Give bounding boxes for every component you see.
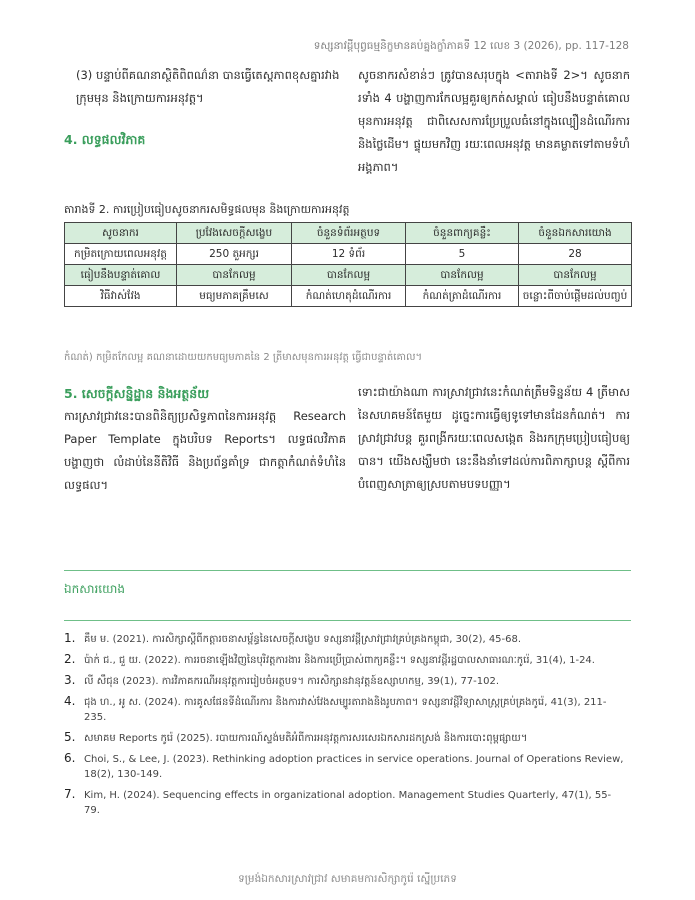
table-cell: មធ្យមភាគគ្រឹមសេ xyxy=(177,286,292,307)
journal-name: ទស្សនាវដ្ដីបុព្វធម្មនិក្ខមានគប់គ្នងក្ខាំភាគទី xyxy=(313,40,471,52)
table-header-cell: ចំនួនឯកសារយោង xyxy=(519,223,632,244)
reference-text: ប៉ាក់ ជ., ជួ យ. (2022). ការរចនាឡើងវិញនៃបុរិវត្តការងារ និងការប្រើប្រាស់ពាក្យគន្លឹះ។ ទស្សនាវដ្ដីរដ្ឋបាលសាធារណៈកូរ៉េ, 31(4), 1-24. xyxy=(84,655,595,666)
section-5-title: 5. សេចក្តីសន្និដ្ឋាន និងអត្ថន័យ xyxy=(64,386,210,401)
table-header-cell: ចំនួនទំព័រអត្ថបទ xyxy=(292,223,406,244)
references-heading: ឯកសារយោង xyxy=(64,582,125,596)
table-cell: 250 តួអក្សរ xyxy=(177,244,292,265)
table-header-row xyxy=(65,223,632,244)
table-cell: កំណត់ហេតុដំណើរការ xyxy=(292,286,406,307)
reference-number: 3. xyxy=(64,673,76,687)
left-column xyxy=(64,64,344,151)
table-cell: កំណត់ត្រាដំណើរការ xyxy=(406,286,519,307)
section-5-right xyxy=(358,381,630,496)
reference-text: Choi, S., & Lee, J. (2023). Rethinking adoption practices in service operations. Journal of Operations Review, 18(2), 130-149. xyxy=(84,754,624,780)
reference-text: សមាគម Reports កូរ៉េ (2025). របាយការណ៍ស្ទង់មតិអំពីការអនុវត្តការសរសេរឯកសារដកស្រង់ និងការបោះពុម្ពផ្សាយ។ xyxy=(84,733,528,744)
table-cell: 28 xyxy=(519,244,632,265)
conclusion-paragraph: ការស្រាវជ្រាវនេះបានពិនិត្យប្រសិទ្ធភាពនៃការអនុវត្ត Research Paper Template ក្នុងបរិបទ Reports។ លទ្ធផលវិភាគបង្ហាញថា លំដាប់នៃនីតិវិធី និងប្រព័ន្ធគាំទ្រ ជាកត្តាកំណត់ទំហំនៃលទ្ធផល។ xyxy=(64,409,346,492)
section-4-title: 4. លទ្ធផលវិភាគ xyxy=(64,132,146,147)
table-header-cell: ប្រវែងសេចក្តីសង្ខេប xyxy=(177,223,292,244)
limitations-paragraph: ទោះជាយ៉ាងណា ការស្រាវជ្រាវនេះកំណត់ត្រឹមទិន្នន័យ 4 ត្រីមាសនៃសហគមន៍តែមួយ ដូច្នេះការធ្វើឲ្យទូទៅមានដែនកំណត់។ ការស្រាវជ្រាវបន្ត គួរពង្រីករយៈពេលសង្កេត និងរកក្រុមប្រៀបធៀបឲ្យបាន។ យើងសង្ឃឹមថា នេះនឹងនាំទៅដល់ការពិភាក្សាបន្ត ស្ដីពីការបំពេញសាត្រាឲ្យស្របតាមបទបញ្ញា។ xyxy=(358,385,630,491)
running-header xyxy=(314,40,629,55)
reference-item xyxy=(64,788,624,818)
reference-number: 7. xyxy=(64,787,76,801)
table-cell: បានកែលម្អ xyxy=(177,265,292,286)
reference-text: គឹម ម. (2021). ការសិក្សាស្ដីពីកត្តារចនាសម្ព័ន្ធនៃសេចក្តីសង្ខេប ទស្សនាវដ្ដីស្រាវជ្រាវគ្រប់គ្រងកម្ពុជា, 30(2), 45-68. xyxy=(84,634,522,645)
table-row xyxy=(65,265,632,286)
reference-text: លី សឹជុន (2023). ការវិភាគករណីអនុវត្តការរៀបចំអត្ថបទ។ ការសិក្សានវានុវត្តន៍ឧស្សាហកម្ម, 39(1), 77-102. xyxy=(84,676,500,687)
reference-item xyxy=(64,752,624,782)
table-cell: 12 ទំព័រ xyxy=(292,244,406,265)
table-row xyxy=(65,286,632,307)
issue-info: 12 លេខ 3 (2026), pp. 117-128 xyxy=(473,40,629,52)
table-cell: ធៀបនឹងបន្ទាត់គោល xyxy=(65,265,177,286)
reference-item xyxy=(64,653,624,668)
reference-text: ជុង ហ., អូ ស. (2024). ការគូសផែនទីដំណើរការ និងការវាស់វែងសម្បូរតារាងនិងរូបភាព។ ទស្សនាវដ្ដីវិទ្យាសាស្ត្រគ្រប់គ្រងកូរ៉េ, 41(3), 211-235. xyxy=(84,697,607,723)
reference-number: 4. xyxy=(64,694,76,708)
comparison-table xyxy=(64,222,632,307)
table-caption: តារាងទី 2. ការប្រៀបធៀបសូចនាករសមិទ្ធផលមុន និងក្រោយការអនុវត្ត xyxy=(64,203,350,216)
table-cell: បានកែលម្អ xyxy=(519,265,632,286)
table-row xyxy=(65,244,632,265)
table-cell: 5 xyxy=(406,244,519,265)
reference-item xyxy=(64,632,624,647)
table-cell: ចន្លោះពីចាប់ផ្ដើមដល់បញ្ចប់ xyxy=(519,286,632,307)
reference-item xyxy=(64,731,624,746)
reference-item xyxy=(64,674,624,689)
references-bottom-rule xyxy=(64,620,631,621)
method-step-3: (3) បន្ទាប់ពីគណនាស្ថិតិពិពណ៌នា បានធ្វើតេស្តភាពខុសគ្នារវាងក្រុមមុន និងក្រោយការអនុវត្ត។ xyxy=(76,68,340,105)
references-top-rule xyxy=(64,570,631,571)
table-cell: វិធីវាស់វែង xyxy=(65,286,177,307)
page-footer: ទម្រង់ឯកសារស្រាវជ្រាវ សមាគមការសិក្សាកូរ៉េ ស្នើប្រភេទ xyxy=(238,873,457,885)
reference-list xyxy=(64,632,624,824)
reference-number: 6. xyxy=(64,751,76,765)
table-cell: បានកែលម្អ xyxy=(292,265,406,286)
right-column xyxy=(358,64,630,179)
table-header-cell: ចំនួនពាក្យគន្លឹះ xyxy=(406,223,519,244)
table-note: កំណត់) កម្រិតកែលម្អ គណនាដោយយកមធ្យមភាគនៃ 2 ត្រីមាសមុនការអនុវត្ត ធ្វើជាបន្ទាត់គោល។ xyxy=(64,352,423,363)
reference-number: 1. xyxy=(64,631,76,645)
table-header-cell: សូចនាករ xyxy=(65,223,177,244)
reference-number: 5. xyxy=(64,730,76,744)
results-paragraph: សូចនាករសំខាន់ៗ ត្រូវបានសរុបក្នុង <តារាងទី 2>។ សូចនាករទាំង 4 បង្ហាញការកែលម្អគួរឲ្យកត់សម្គាល់ ធៀបនឹងបន្ទាត់គោលមុនការអនុវត្ត ជាពិសេសការប្រែប្រួលធំនៅក្នុងល្បឿនដំណើរការ និងថ្លៃដើម។ ផ្ទុយមកវិញ រយៈពេលអនុវត្ត មានគម្លាតទៅតាមទំហំអង្គភាព។ xyxy=(358,68,630,174)
section-5-left xyxy=(64,382,346,497)
table-cell: បានកែលម្អ xyxy=(406,265,519,286)
reference-number: 2. xyxy=(64,652,76,666)
reference-item xyxy=(64,695,624,725)
table-cell: កម្រិតក្រោយពេលអនុវត្ត xyxy=(65,244,177,265)
reference-text: Kim, H. (2024). Sequencing effects in organizational adoption. Management Studies Quarterly, 47(1), 55-79. xyxy=(84,790,612,816)
